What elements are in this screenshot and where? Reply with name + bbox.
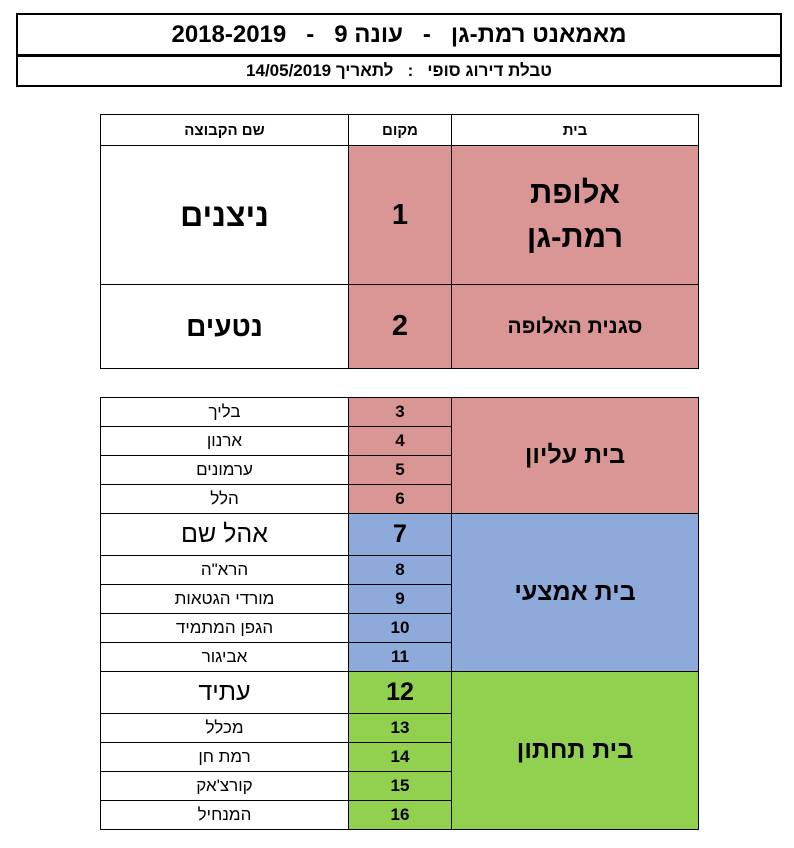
table-row xyxy=(101,672,699,714)
runner-up-rank: 2 xyxy=(349,285,452,369)
table-row xyxy=(101,514,699,556)
team-cell: המנחיל xyxy=(101,801,349,830)
table-row xyxy=(101,146,699,285)
team-cell: רמת חן xyxy=(101,743,349,772)
rank-cell: 12 xyxy=(349,672,452,714)
team-cell: ארנון xyxy=(101,427,349,456)
column-header-rank: מקום xyxy=(349,115,452,146)
team-cell: ערמונים xyxy=(101,456,349,485)
rank-cell: 4 xyxy=(349,427,452,456)
column-header-house: בית xyxy=(452,115,699,146)
rank-cell: 3 xyxy=(349,398,452,427)
rank-cell: 14 xyxy=(349,743,452,772)
ranking-table xyxy=(100,397,699,830)
rank-cell: 15 xyxy=(349,772,452,801)
rank-cell: 8 xyxy=(349,556,452,585)
rank-cell: 13 xyxy=(349,714,452,743)
rank-cell: 11 xyxy=(349,643,452,672)
champion-house-line2: רמת-גן xyxy=(526,219,624,254)
champion-team: ניצנים xyxy=(101,146,349,285)
team-cell: מורדי הגטאות xyxy=(101,585,349,614)
rank-cell: 16 xyxy=(349,801,452,830)
rank-cell: 6 xyxy=(349,485,452,514)
runner-up-team: נטעים xyxy=(101,285,349,369)
column-header-team: שם הקבוצה xyxy=(101,115,349,146)
team-cell: בליך xyxy=(101,398,349,427)
house-middle: בית אמצעי xyxy=(452,514,699,672)
rank-cell: 7 xyxy=(349,514,452,556)
page-title: מאמאנט רמת-גן - עונה 9 - 2018-2019 xyxy=(16,13,782,56)
team-cell: הרא"ה xyxy=(101,556,349,585)
table-row xyxy=(101,285,699,369)
rank-cell: 9 xyxy=(349,585,452,614)
rank-cell: 10 xyxy=(349,614,452,643)
house-lower: בית תחתון xyxy=(452,672,699,830)
house-upper: בית עליון xyxy=(452,398,699,514)
page-subtitle: טבלת דירוג סופי : לתאריך 14/05/2019 xyxy=(16,56,782,87)
team-cell: קורצ'אק xyxy=(101,772,349,801)
team-cell: מכלל xyxy=(101,714,349,743)
rank-cell: 5 xyxy=(349,456,452,485)
table-row xyxy=(101,398,699,427)
team-cell: הלל xyxy=(101,485,349,514)
team-cell: אביגור xyxy=(101,643,349,672)
team-cell: עתיד xyxy=(101,672,349,714)
runner-up-house: סגנית האלופה xyxy=(452,285,699,369)
team-cell: אהל שם xyxy=(101,514,349,556)
champion-house-line1: אלופת xyxy=(529,175,621,210)
team-cell: הגפן המתמיד xyxy=(101,614,349,643)
champion-house-cell xyxy=(452,146,699,285)
champions-table xyxy=(100,114,699,369)
champion-rank: 1 xyxy=(349,146,452,285)
